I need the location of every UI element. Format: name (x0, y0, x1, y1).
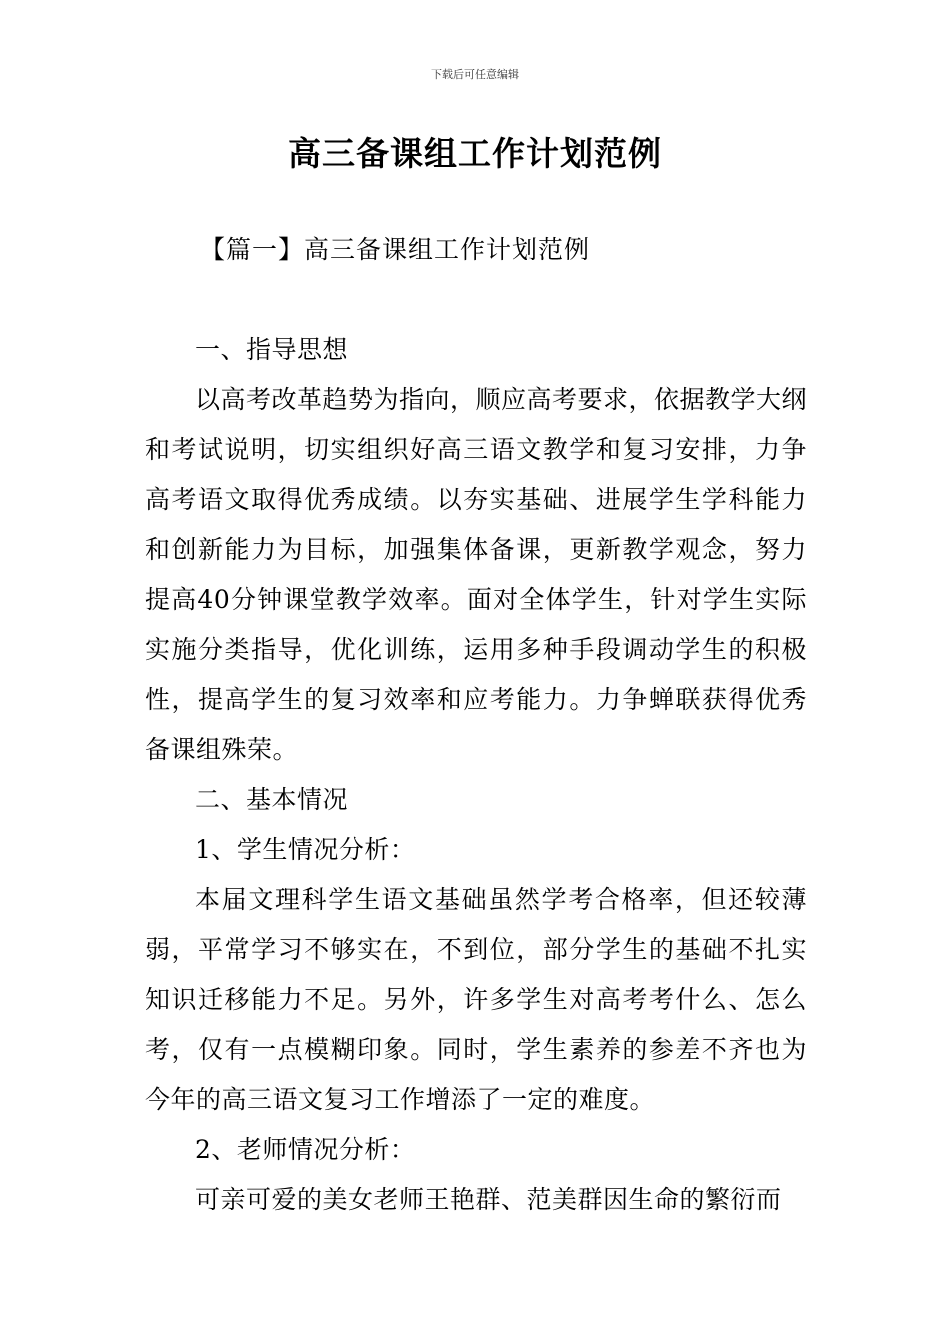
heading-teacher-analysis: 2、老师情况分析： (195, 1135, 416, 1164)
document-body (145, 325, 807, 1225)
paragraph-guiding-ideology: 以高考改革趋势为指向，顺应高考要求，依据教学大纲和考试说明，切实组织好高三语文教学和复习安排，力争高考语文取得优秀成绩。以夯实基础、进展学生学科能力和创新能力为目标，加强集体备课，更新教学观念，努力提高40分钟课堂教学效率。面对全体学生，针对学生实际实施分类指导，优化训练，运用多种手段调动学生的积极性，提高学生的复习效率和应考能力。力争蝉联获得优秀备课组殊荣。 (145, 385, 808, 764)
heading-student-analysis: 1、学生情况分析： (195, 835, 416, 864)
heading-basic-situation: 二、基本情况 (195, 785, 349, 814)
page-title: 高三备课组工作计划范例 (288, 134, 662, 173)
section-title: 【篇一】高三备课组工作计划范例 (200, 235, 591, 264)
paragraph-teacher-analysis: 可亲可爱的美女老师王艳群、范美群因生命的繁衍而 (195, 1185, 782, 1214)
paragraph-student-analysis: 本届文理科学生语文基础虽然学考合格率，但还较薄弱，平常学习不够实在，不到位，部分学生的基础不扎实知识迁移能力不足。另外，许多学生对高考考什么、怎么考，仅有一点模糊印象。同时，学生素养的参差不齐也为今年的高三语文复习工作增添了一定的难度。 (145, 885, 807, 1114)
heading-guiding-ideology: 一、指导思想 (195, 335, 349, 364)
header-note: 下载后可任意编辑 (431, 68, 519, 81)
